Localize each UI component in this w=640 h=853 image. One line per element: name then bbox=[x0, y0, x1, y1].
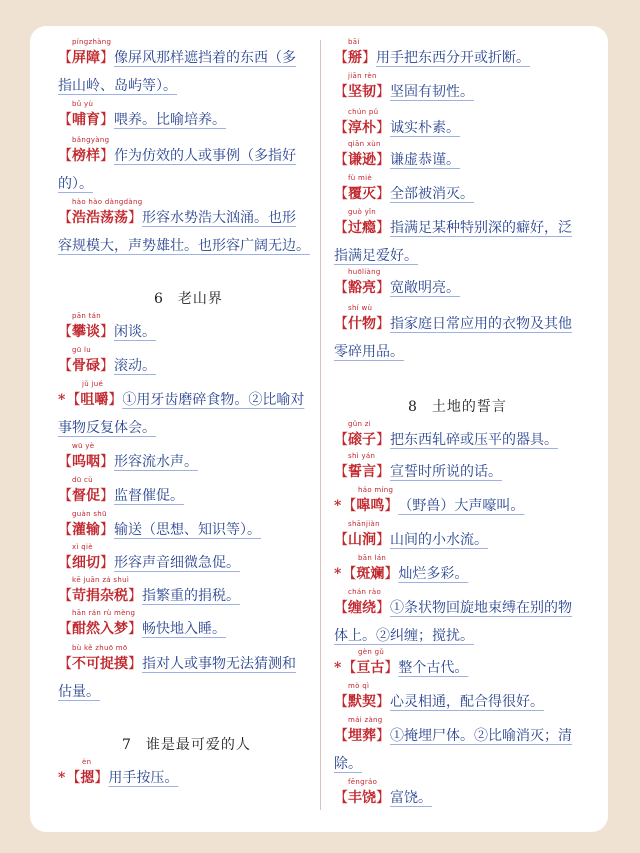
definition-text: 宽敞明亮。 bbox=[390, 280, 460, 296]
pinyin-annotation: mò qì bbox=[348, 682, 370, 690]
vocab-entry bbox=[334, 520, 488, 550]
vocab-entry bbox=[58, 609, 226, 639]
vocab-word bbox=[58, 208, 142, 228]
vocab-word-text: 细切 bbox=[72, 555, 100, 571]
vocab-word-text: 覆灭 bbox=[348, 186, 376, 202]
definition-text: 全部被消灭。 bbox=[390, 186, 474, 202]
vocab-entry bbox=[334, 38, 530, 68]
vocab-word bbox=[58, 520, 114, 540]
vocab-word bbox=[58, 110, 114, 130]
open-bracket: 【 bbox=[58, 148, 72, 164]
vocab-word-text: 坚韧 bbox=[348, 84, 376, 100]
entry-line bbox=[58, 619, 226, 639]
entry-line bbox=[58, 48, 296, 68]
definition-text-continued: 估量。 bbox=[58, 684, 100, 700]
vocab-word bbox=[334, 430, 390, 450]
vocab-word-text: 摁 bbox=[80, 770, 95, 786]
pinyin-annotation: kē juān zá shuì bbox=[72, 576, 130, 584]
entry-line bbox=[58, 553, 240, 573]
open-bracket: 【 bbox=[342, 660, 357, 676]
close-bracket: 】 bbox=[128, 621, 142, 637]
vocab-entry bbox=[58, 510, 261, 540]
pinyin-annotation: shì yán bbox=[348, 452, 376, 460]
vocab-word-text: 骨碌 bbox=[72, 358, 100, 374]
vocab-entry bbox=[58, 100, 226, 130]
definition-text: 形容流水声。 bbox=[114, 454, 198, 470]
vocab-word bbox=[334, 598, 390, 618]
close-bracket: 】 bbox=[376, 600, 390, 616]
open-bracket: 【 bbox=[334, 600, 348, 616]
close-bracket: 】 bbox=[376, 694, 390, 710]
open-bracket: 【 bbox=[58, 555, 72, 571]
vocab-entry bbox=[58, 380, 305, 438]
vocab-word-text: 缠绕 bbox=[348, 600, 376, 616]
vocab-entry bbox=[334, 108, 460, 138]
vocab-entry bbox=[334, 208, 572, 266]
vocab-word-text: 淳朴 bbox=[348, 120, 376, 136]
vocab-word-text: 浩浩荡荡 bbox=[72, 210, 128, 226]
lesson-title: 谁是最可爱的人 bbox=[145, 737, 251, 753]
vocab-word bbox=[342, 564, 398, 584]
vocab-entry bbox=[58, 442, 198, 472]
entry-line bbox=[334, 150, 460, 170]
close-bracket: 】 bbox=[94, 770, 109, 786]
definition-text: 指对人或事物无法猜测和 bbox=[142, 656, 296, 672]
definition-text: ①掩埋尸体。②比喻消灭；清 bbox=[390, 728, 572, 744]
vocab-word bbox=[58, 586, 142, 606]
vocab-word-text: 誓言 bbox=[348, 464, 376, 480]
entry-line bbox=[58, 520, 261, 540]
vocab-entry bbox=[334, 174, 474, 204]
entry-line bbox=[58, 486, 184, 506]
vocab-word bbox=[58, 356, 114, 376]
entry-line-continued bbox=[58, 174, 296, 194]
pinyin-annotation: xì qiè bbox=[72, 543, 93, 551]
close-bracket: 】 bbox=[100, 112, 114, 128]
vocab-entry bbox=[334, 140, 460, 170]
definition-text-continued: 零碎用品。 bbox=[334, 344, 404, 360]
definition-text-continued: 除。 bbox=[334, 756, 362, 772]
vocab-word-text: 谦逊 bbox=[348, 152, 376, 168]
vocab-entry bbox=[334, 778, 432, 808]
pinyin-annotation: èn bbox=[82, 758, 92, 766]
vocab-word bbox=[334, 278, 390, 298]
entry-line bbox=[58, 322, 156, 342]
entry-line bbox=[334, 530, 488, 550]
vocab-word-text: 灌输 bbox=[72, 522, 100, 538]
close-bracket: 】 bbox=[128, 588, 142, 604]
open-bracket: 【 bbox=[58, 50, 72, 66]
close-bracket: 】 bbox=[376, 532, 390, 548]
close-bracket: 】 bbox=[384, 566, 399, 582]
entry-line-continued bbox=[334, 246, 572, 266]
vocab-word bbox=[334, 184, 390, 204]
open-bracket: 【 bbox=[58, 522, 72, 538]
open-bracket: 【 bbox=[58, 210, 72, 226]
open-bracket: 【 bbox=[334, 280, 348, 296]
lesson-number: 8 bbox=[408, 399, 418, 415]
definition-text-continued: 体上。②纠缠；搅扰。 bbox=[334, 628, 474, 644]
vocab-word-text: 磙子 bbox=[348, 432, 376, 448]
close-bracket: 】 bbox=[100, 148, 114, 164]
vocab-entry bbox=[58, 38, 296, 96]
entry-line bbox=[58, 768, 178, 788]
definition-text: 形容水势浩大汹涌。也形 bbox=[142, 210, 296, 226]
vocab-entry bbox=[334, 268, 460, 298]
lesson-number: 7 bbox=[122, 737, 132, 753]
vocab-word bbox=[334, 462, 390, 482]
pinyin-annotation: hān rán rù mèng bbox=[72, 609, 136, 617]
vocab-word-text: 斑斓 bbox=[356, 566, 385, 582]
pinyin-annotation: gū lu bbox=[72, 346, 91, 354]
close-bracket: 】 bbox=[100, 488, 114, 504]
pinyin-annotation: huōliàng bbox=[348, 268, 381, 276]
vocab-word bbox=[334, 118, 390, 138]
vocab-word-text: 咀嚼 bbox=[80, 392, 109, 408]
open-bracket: 【 bbox=[342, 566, 357, 582]
vocab-entry bbox=[334, 588, 572, 646]
close-bracket: 】 bbox=[384, 660, 399, 676]
vocab-word-text: 默契 bbox=[348, 694, 376, 710]
pinyin-annotation: gǔn zi bbox=[348, 420, 371, 428]
open-bracket: 【 bbox=[334, 84, 348, 100]
entry-line-continued bbox=[334, 754, 572, 774]
close-bracket: 】 bbox=[376, 316, 390, 332]
open-bracket: 【 bbox=[58, 588, 72, 604]
vocab-word bbox=[58, 452, 114, 472]
pinyin-annotation: wū yè bbox=[72, 442, 95, 450]
vocab-word-text: 掰 bbox=[348, 50, 362, 66]
close-bracket: 】 bbox=[128, 210, 142, 226]
vocab-entry bbox=[58, 198, 310, 256]
pinyin-annotation: guò yǐn bbox=[348, 208, 377, 216]
vocab-entry bbox=[334, 452, 502, 482]
close-bracket: 】 bbox=[376, 186, 390, 202]
entry-line bbox=[334, 658, 468, 678]
vocab-word-text: 山涧 bbox=[348, 532, 376, 548]
entry-line bbox=[334, 82, 474, 102]
vocab-word-text: 榜样 bbox=[72, 148, 100, 164]
vocab-word-text: 埋葬 bbox=[348, 728, 376, 744]
close-bracket: 】 bbox=[100, 324, 114, 340]
close-bracket: 】 bbox=[376, 220, 390, 236]
close-bracket: 】 bbox=[100, 50, 114, 66]
entry-line bbox=[334, 788, 432, 808]
vocab-word-text: 嗥鸣 bbox=[356, 498, 385, 514]
definition-text: 整个古代。 bbox=[398, 660, 469, 676]
definition-text: 指满足某种特别深的癖好，泛 bbox=[390, 220, 572, 236]
entry-line bbox=[58, 208, 310, 228]
vocab-word bbox=[58, 146, 114, 166]
open-bracket: 【 bbox=[334, 728, 348, 744]
entry-line-continued bbox=[334, 626, 572, 646]
definition-text: 监督催促。 bbox=[114, 488, 184, 504]
pinyin-annotation: pān tán bbox=[72, 312, 101, 320]
entry-line bbox=[58, 452, 198, 472]
pinyin-annotation: fēngráo bbox=[348, 778, 378, 786]
pinyin-annotation: mái zàng bbox=[348, 716, 383, 724]
vocab-word-text: 呜咽 bbox=[72, 454, 100, 470]
entry-line bbox=[334, 118, 460, 138]
vocab-word bbox=[58, 654, 142, 674]
vocab-word-text: 哺育 bbox=[72, 112, 100, 128]
definition-text: 坚固有韧性。 bbox=[390, 84, 474, 100]
vocab-entry bbox=[334, 72, 474, 102]
close-bracket: 】 bbox=[376, 464, 390, 480]
close-bracket: 】 bbox=[362, 50, 376, 66]
definition-text: 用手把东西分开或折断。 bbox=[376, 50, 530, 66]
definition-text: 用手按压。 bbox=[108, 770, 179, 786]
lesson-heading bbox=[408, 396, 507, 416]
vocab-word bbox=[58, 322, 114, 342]
definition-text: 把东西轧碎或压平的器具。 bbox=[390, 432, 558, 448]
vocab-entry bbox=[334, 648, 469, 678]
vocab-entry bbox=[334, 682, 544, 712]
important-star-mark: * bbox=[334, 566, 342, 582]
vocab-word-text: 酣然入梦 bbox=[72, 621, 128, 637]
open-bracket: 【 bbox=[58, 324, 72, 340]
pinyin-annotation: fù miè bbox=[348, 174, 372, 182]
definition-text: 畅快地入睡。 bbox=[142, 621, 226, 637]
vocab-entry bbox=[58, 758, 179, 788]
entry-line bbox=[334, 430, 558, 450]
lesson-heading bbox=[154, 288, 223, 308]
close-bracket: 】 bbox=[384, 498, 399, 514]
vocab-word bbox=[334, 150, 390, 170]
open-bracket: 【 bbox=[334, 220, 348, 236]
entry-line-continued bbox=[334, 342, 572, 362]
close-bracket: 】 bbox=[376, 790, 390, 806]
vocab-entry bbox=[58, 543, 240, 573]
vocab-entry bbox=[58, 476, 184, 506]
open-bracket: 【 bbox=[58, 656, 72, 672]
entry-line bbox=[334, 598, 572, 618]
entry-line-continued bbox=[58, 76, 296, 96]
lesson-heading bbox=[122, 734, 251, 754]
pinyin-annotation: gèn gǔ bbox=[358, 648, 385, 656]
close-bracket: 】 bbox=[128, 656, 142, 672]
entry-line-continued bbox=[58, 682, 296, 702]
important-star-mark: * bbox=[334, 660, 342, 676]
open-bracket: 【 bbox=[334, 432, 348, 448]
open-bracket: 【 bbox=[58, 621, 72, 637]
definition-text: ①用牙齿磨碎食物。②比喻对 bbox=[122, 392, 305, 408]
lesson-number: 6 bbox=[154, 291, 164, 307]
close-bracket: 】 bbox=[100, 454, 114, 470]
vocab-word bbox=[58, 619, 142, 639]
definition-text: ①条状物回旋地束缚在别的物 bbox=[390, 600, 572, 616]
vocab-entry bbox=[58, 136, 296, 194]
vocab-word bbox=[58, 486, 114, 506]
vocab-entry bbox=[334, 486, 525, 516]
vocab-entry bbox=[58, 576, 240, 606]
vocab-word-text: 不可捉摸 bbox=[72, 656, 128, 672]
pinyin-annotation: dū cù bbox=[72, 476, 93, 484]
definition-text-continued: 容规模大，声势雄壮。也形容广阔无边。 bbox=[58, 238, 310, 254]
pinyin-annotation: píngzhàng bbox=[72, 38, 112, 46]
pinyin-annotation: bǔ yù bbox=[72, 100, 94, 108]
pinyin-annotation: jǔ jué bbox=[82, 380, 104, 388]
open-bracket: 【 bbox=[66, 392, 81, 408]
vocab-word-text: 什物 bbox=[348, 316, 376, 332]
pinyin-annotation: chún pǔ bbox=[348, 108, 379, 116]
vocab-entry bbox=[334, 304, 572, 362]
entry-line-continued bbox=[58, 236, 310, 256]
pinyin-annotation: háo míng bbox=[358, 486, 394, 494]
definition-text-continued: 指山岭、岛屿等）。 bbox=[58, 78, 177, 94]
pinyin-annotation: bān lán bbox=[358, 554, 387, 562]
close-bracket: 】 bbox=[100, 358, 114, 374]
entry-line bbox=[334, 48, 530, 68]
pinyin-annotation: chán rào bbox=[348, 588, 382, 596]
vocab-word bbox=[334, 82, 390, 102]
open-bracket: 【 bbox=[334, 152, 348, 168]
pinyin-annotation: jiān rèn bbox=[348, 72, 377, 80]
definition-text: 闲谈。 bbox=[114, 324, 156, 340]
vocab-word bbox=[66, 768, 108, 788]
important-star-mark: * bbox=[58, 392, 66, 408]
entry-line bbox=[58, 356, 156, 376]
definition-text: 滚动。 bbox=[114, 358, 156, 374]
vocab-word bbox=[334, 218, 390, 238]
open-bracket: 【 bbox=[334, 464, 348, 480]
definition-text: 宣誓时所说的话。 bbox=[390, 464, 502, 480]
close-bracket: 】 bbox=[100, 555, 114, 571]
pinyin-annotation: qiān xùn bbox=[348, 140, 381, 148]
vocab-word bbox=[58, 48, 114, 68]
vocab-entry bbox=[334, 554, 469, 584]
column-divider bbox=[320, 40, 321, 810]
vocab-word bbox=[334, 314, 390, 334]
open-bracket: 【 bbox=[58, 358, 72, 374]
vocab-entry bbox=[58, 346, 156, 376]
definition-text: 输送（思想、知识等）。 bbox=[114, 522, 261, 538]
vocab-word-text: 豁亮 bbox=[348, 280, 376, 296]
open-bracket: 【 bbox=[58, 488, 72, 504]
entry-line bbox=[334, 184, 474, 204]
close-bracket: 】 bbox=[376, 84, 390, 100]
definition-text: 指家庭日常应用的衣物及其他 bbox=[390, 316, 572, 332]
entry-line bbox=[334, 462, 502, 482]
close-bracket: 】 bbox=[108, 392, 123, 408]
open-bracket: 【 bbox=[66, 770, 81, 786]
entry-line bbox=[334, 564, 468, 584]
pinyin-annotation: bǎngyàng bbox=[72, 136, 110, 144]
vocab-word-text: 攀谈 bbox=[72, 324, 100, 340]
vocab-word bbox=[334, 48, 376, 68]
definition-text: 作为仿效的人或事例（多指好 bbox=[114, 148, 296, 164]
definition-text: 像屏风那样遮挡着的东西（多 bbox=[114, 50, 296, 66]
entry-line-continued bbox=[58, 418, 304, 438]
open-bracket: 【 bbox=[334, 50, 348, 66]
definition-text: 富饶。 bbox=[390, 790, 432, 806]
entry-line bbox=[58, 110, 226, 130]
entry-line bbox=[334, 496, 524, 516]
vocab-word bbox=[334, 726, 390, 746]
open-bracket: 【 bbox=[58, 454, 72, 470]
vocab-word-text: 苛捐杂税 bbox=[72, 588, 128, 604]
entry-line bbox=[334, 692, 544, 712]
definition-text: （野兽）大声嚎叫。 bbox=[398, 498, 525, 514]
entry-line bbox=[58, 654, 296, 674]
definition-text: 形容声音细微急促。 bbox=[114, 555, 240, 571]
entry-line bbox=[334, 278, 460, 298]
entry-line bbox=[334, 314, 572, 334]
vocab-entry bbox=[58, 312, 156, 342]
open-bracket: 【 bbox=[334, 316, 348, 332]
vocab-word bbox=[66, 390, 122, 410]
vocab-entry bbox=[58, 644, 296, 702]
definition-text-continued: 事物反复体会。 bbox=[58, 420, 156, 436]
entry-line bbox=[334, 218, 572, 238]
definition-text: 诚实朴素。 bbox=[390, 120, 460, 136]
close-bracket: 】 bbox=[376, 120, 390, 136]
pinyin-annotation: guàn shū bbox=[72, 510, 107, 518]
open-bracket: 【 bbox=[334, 694, 348, 710]
lesson-title: 土地的誓言 bbox=[431, 399, 507, 415]
entry-line bbox=[58, 390, 304, 410]
vocab-word bbox=[58, 553, 114, 573]
open-bracket: 【 bbox=[334, 186, 348, 202]
vocab-word-text: 亘古 bbox=[356, 660, 385, 676]
close-bracket: 】 bbox=[376, 728, 390, 744]
open-bracket: 【 bbox=[334, 532, 348, 548]
entry-line bbox=[58, 586, 240, 606]
open-bracket: 【 bbox=[334, 120, 348, 136]
lesson-title: 老山界 bbox=[177, 291, 223, 307]
close-bracket: 】 bbox=[100, 522, 114, 538]
open-bracket: 【 bbox=[342, 498, 357, 514]
vocab-word bbox=[334, 530, 390, 550]
open-bracket: 【 bbox=[58, 112, 72, 128]
definition-text: 谦虚恭谨。 bbox=[390, 152, 460, 168]
vocab-word bbox=[334, 692, 390, 712]
pinyin-annotation: hào hào dàngdàng bbox=[72, 198, 143, 206]
vocab-word bbox=[342, 658, 398, 678]
vocab-word-text: 过瘾 bbox=[348, 220, 376, 236]
close-bracket: 】 bbox=[376, 152, 390, 168]
close-bracket: 】 bbox=[376, 432, 390, 448]
vocab-word bbox=[334, 788, 390, 808]
open-bracket: 【 bbox=[334, 790, 348, 806]
vocab-word bbox=[342, 496, 398, 516]
vocab-word-text: 屏障 bbox=[72, 50, 100, 66]
definition-text: 灿烂多彩。 bbox=[398, 566, 469, 582]
important-star-mark: * bbox=[334, 498, 342, 514]
vocab-word-text: 督促 bbox=[72, 488, 100, 504]
entry-line bbox=[58, 146, 296, 166]
close-bracket: 】 bbox=[376, 280, 390, 296]
important-star-mark: * bbox=[58, 770, 66, 786]
vocab-entry bbox=[334, 716, 572, 774]
pinyin-annotation: shānjiàn bbox=[348, 520, 380, 528]
definition-text: 指繁重的捐税。 bbox=[142, 588, 240, 604]
definition-text: 喂养。比喻培养。 bbox=[114, 112, 226, 128]
pinyin-annotation: bāi bbox=[348, 38, 360, 46]
definition-text-continued: 指满足爱好。 bbox=[334, 248, 418, 264]
definition-text-continued: 的）。 bbox=[58, 176, 93, 192]
vocab-entry bbox=[334, 420, 558, 450]
entry-line bbox=[334, 726, 572, 746]
definition-text: 山间的小水流。 bbox=[390, 532, 488, 548]
pinyin-annotation: bù kě zhuō mō bbox=[72, 644, 128, 652]
pinyin-annotation: shí wù bbox=[348, 304, 373, 312]
vocab-word-text: 丰饶 bbox=[348, 790, 376, 806]
definition-text: 心灵相通，配合得很好。 bbox=[390, 694, 544, 710]
